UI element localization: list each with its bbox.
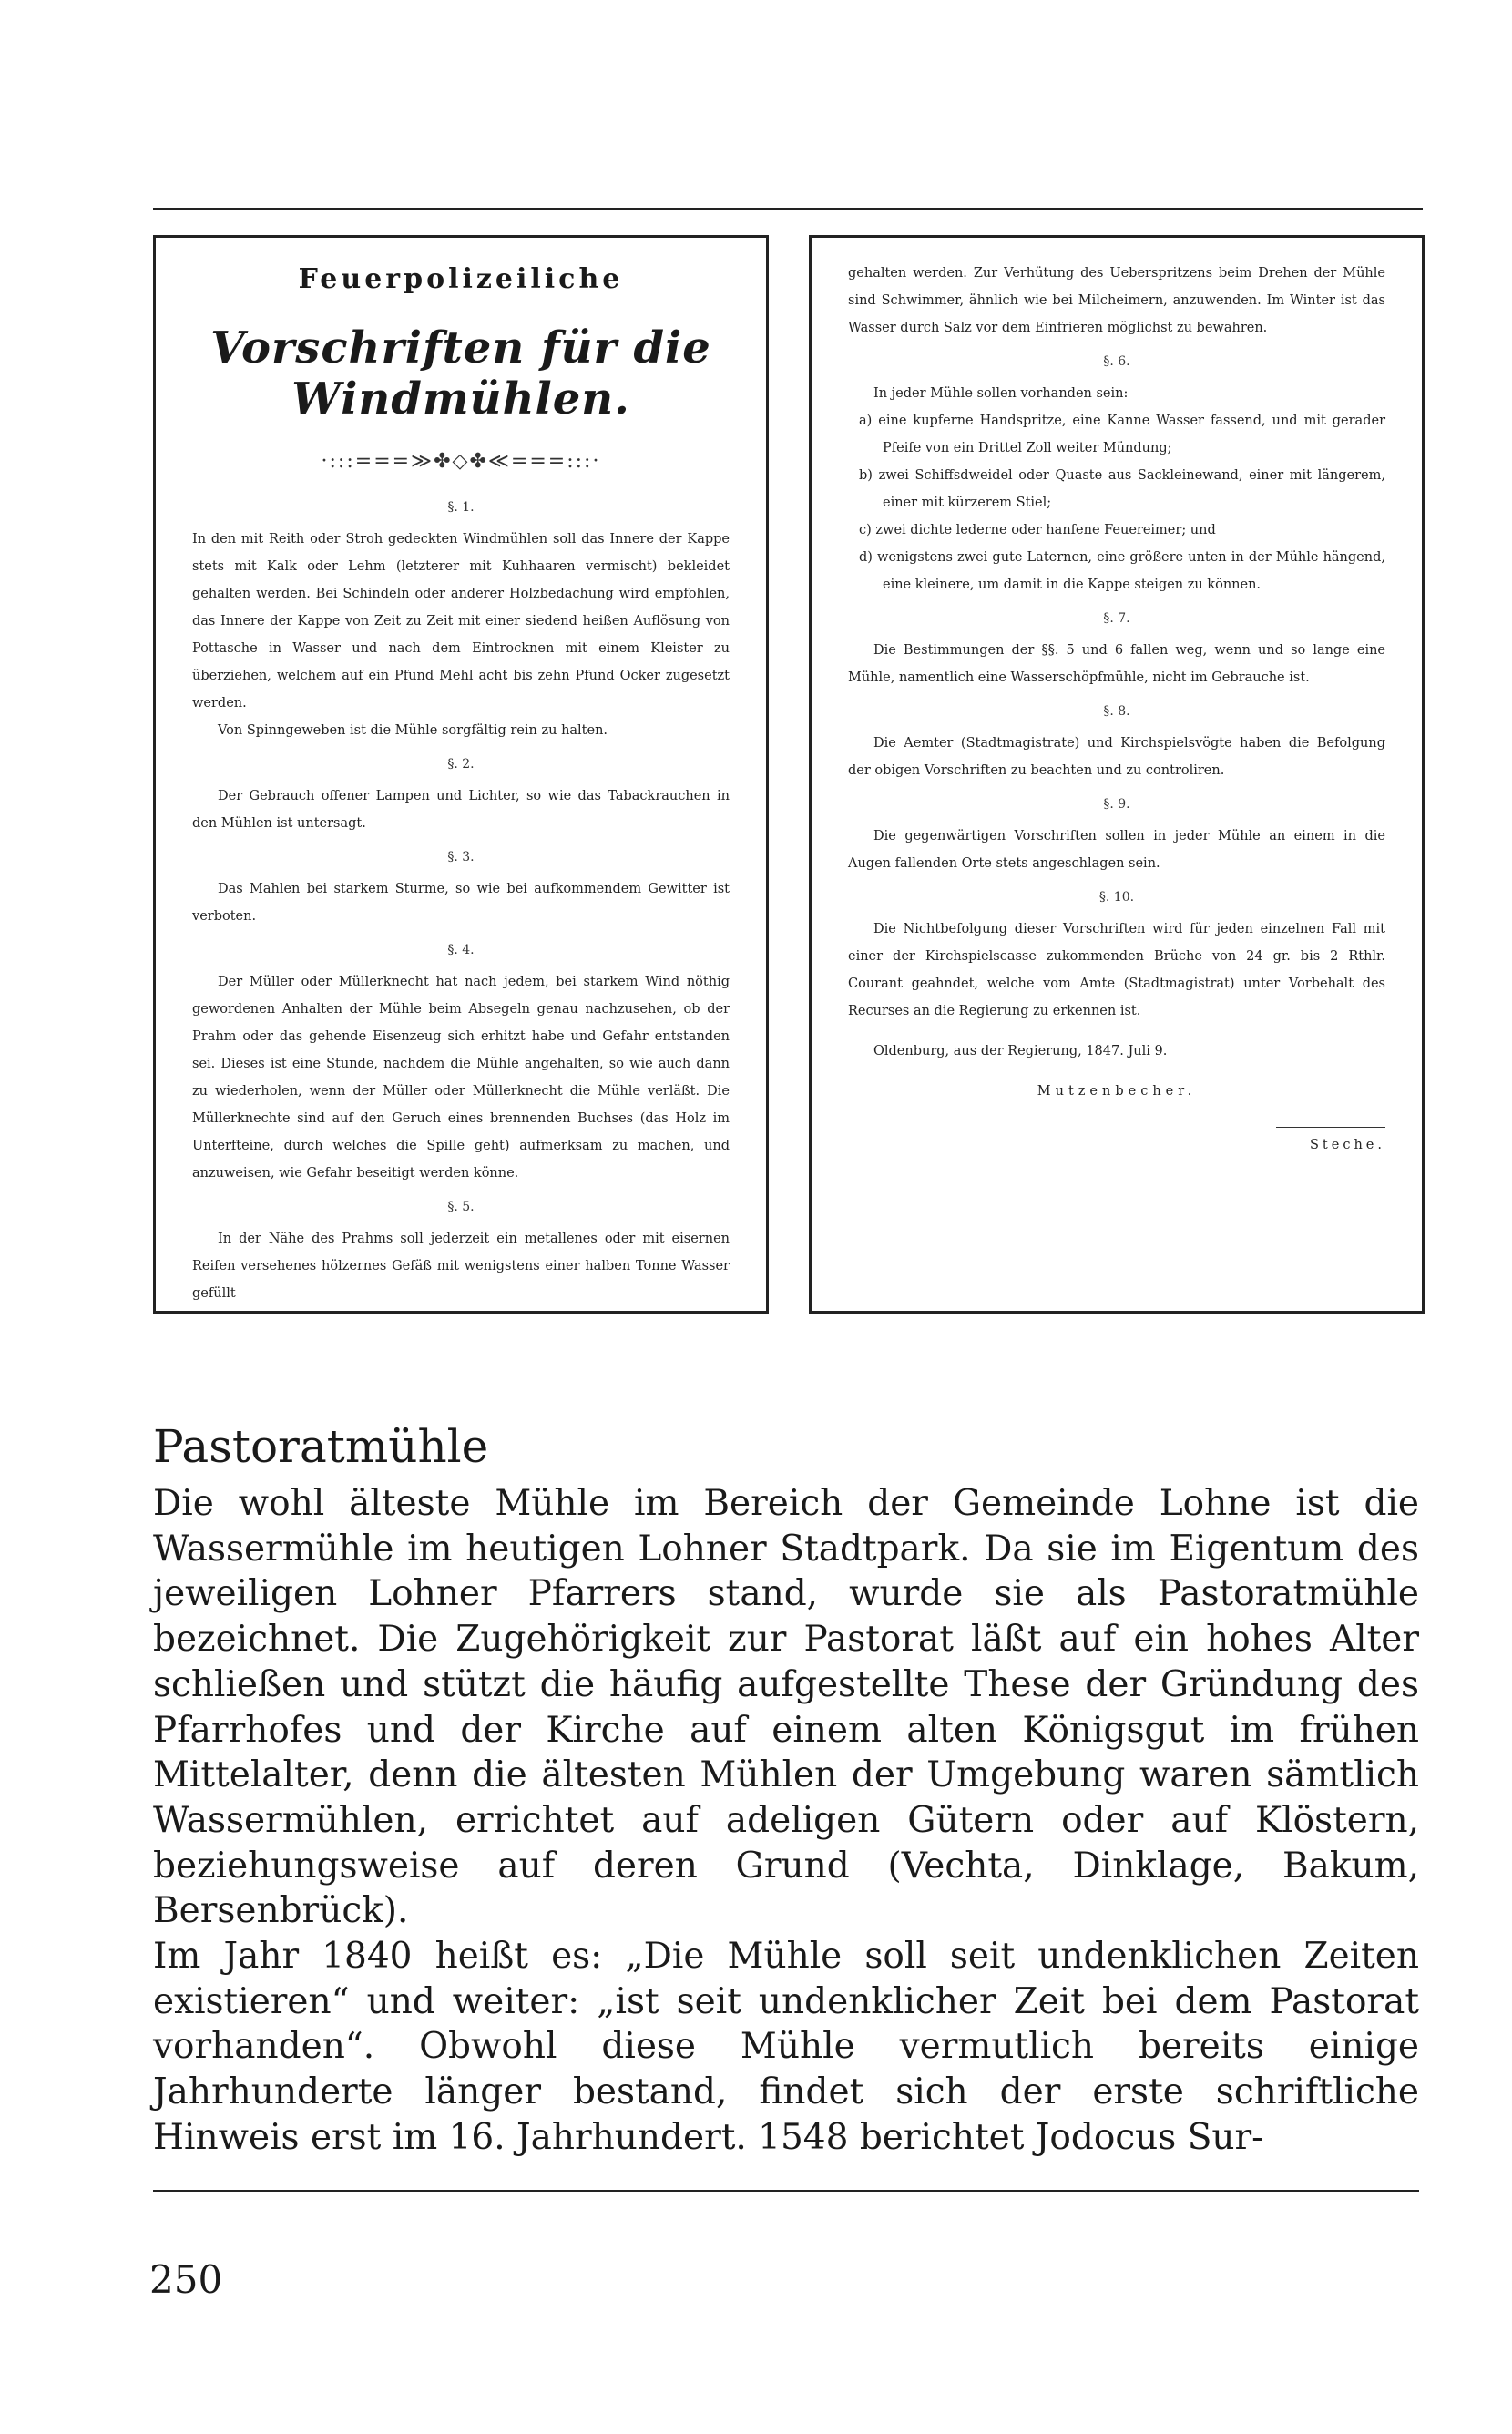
section-text: Die Nichtbefolgung dieser Vorschriften wird für jeden einzelnen Fall mit einer der Kirchspielscasse zukommenden Brüche von 24 gr. bis 2 Rthlr. Courant geahndet, welche vom Amte (Stadtmagistrat) unter Vorbehalt des Recurses an die Regierung zu erkennen ist. [848, 922, 1385, 1018]
article-paragraph-2: Im Jahr 1840 heißt es: „Die Mühle soll seit undenklichen Zeiten existieren“ und weiter: „ist seit undenklicher Zeit bei dem Pastorat vorhanden“. Obwohl diese Mühle vermutlich bereits einige Jahrhunderte länger bestand, findet sich der erste schriftliche Hinweis erst im 16. Jahrhundert. 1548 berichtet Jodocus Sur- [153, 1936, 1419, 2158]
left-document-panel [153, 235, 769, 1314]
section-label: §. 4. [447, 943, 475, 957]
section-label: §. 6. [1103, 354, 1130, 369]
list-item: a) eine kupferne Handspritze, eine Kanne Wasser fassend, und mit gerader Pfeife von ein Drittel Zoll weiter Mündung; [859, 414, 1385, 455]
section-heading: Pastoratmühle [153, 1420, 489, 1473]
section-text: Der Müller oder Müllerknecht hat nach jedem, bei starkem Wind nöthig gewordenen Anhalten der Mühle beim Absegeln genau nachzusehen, ob der Prahm oder das gehende Eisenzeug sich erhitzt habe und Gefahr entstanden sei. Dieses ist eine Stunde, nachdem die Mühle angehalten, so wie auch dann zu wiederholen, wenn der Müller oder Müllerknecht die Mühle verläßt. Die Müllerknechte sind auf den Geruch eines brennenden Buchses (das Holz im Unterfteine, durch welches die Spille geht) aufmerksam zu machen, und anzuweisen, wie Gefahr beseitigt werden könne. [192, 975, 730, 1181]
section-label: §. 5. [447, 1200, 475, 1214]
page-number: 250 [149, 2257, 223, 2302]
section-text: Von Spinngeweben ist die Mühle sorgfältig rein zu halten. [218, 723, 608, 738]
article-body [153, 1481, 1419, 2161]
signature-rule [1276, 1127, 1385, 1128]
section-text: gehalten werden. Zur Verhütung des Ueberspritzens beim Drehen der Mühle sind Schwimmer, ähnlich wie bei Milcheimern, anzuwenden. Im Winter ist das Wasser durch Salz vor dem Einfrieren möglichst zu bewahren. [848, 266, 1385, 335]
section-label: §. 7. [1103, 611, 1130, 626]
section-text: In der Nähe des Prahms soll jederzeit ein metallenes oder mit eisernen Reifen versehenes hölzernes Gefäß mit wenigstens einer halben Tonne Wasser gefüllt [192, 1232, 730, 1301]
document-title-line2: Vorschriften für die Windmühlen. [210, 322, 711, 424]
section-label: §. 2. [447, 757, 475, 772]
section-text: Die Aemter (Stadtmagistrate) und Kirchspielsvögte haben die Befolgung der obigen Vorschriften zu beachten und zu controliren. [848, 736, 1385, 778]
section-text: Der Gebrauch offener Lampen und Lichter, so wie das Tabackrauchen in den Mühlen ist untersagt. [192, 789, 730, 831]
top-rule [153, 208, 1423, 210]
section-label: §. 8. [1103, 704, 1130, 719]
right-document-body [848, 260, 1385, 1159]
signature-steche: Steche. [1310, 1138, 1385, 1152]
article-paragraph-1: Die wohl älteste Mühle im Bereich der Gemeinde Lohne ist die Wassermühle im heutigen Lohner Stadtpark. Da sie im Eigentum des jeweiligen Lohner Pfarrers stand, wurde sie als Pastoratmühle bezeichnet. Die Zugehörigkeit zur Pastorat läßt auf ein hohes Alter schließen und stützt die häufig aufgestellte These der Gründung des Pfarrhofes und der Kirche auf einem alten Königsgut im frühen Mittelalter, denn die ältesten Mühlen der Umgebung waren sämtlich Wassermühlen, errichtet auf adeligen Gütern oder auf Klöstern, beziehungsweise auf deren Grund (Vechta, Dinklage, Bakum, Bersenbrück). [153, 1483, 1419, 1932]
place-date: Oldenburg, aus der Regierung, 1847. Juli 9. [873, 1044, 1168, 1058]
signature-mutzenbecher: Mutzenbecher. [1037, 1084, 1197, 1099]
section-text: In jeder Mühle sollen vorhanden sein: [873, 386, 1129, 401]
list-item: c) zwei dichte lederne oder hanfene Feuereimer; und [859, 523, 1216, 537]
ornament-divider: ·:::===≫✤◇✤≪===:::· [321, 450, 601, 473]
section-label: §. 10. [1098, 890, 1135, 905]
section-text: Die Bestimmungen der §§. 5 und 6 fallen weg, wenn und so lange eine Mühle, namentlich eine Wasserschöpfmühle, nicht im Gebrauche ist. [848, 643, 1385, 685]
right-document-panel [809, 235, 1425, 1314]
list-item: b) zwei Schiffsdweidel oder Quaste aus Sackleinewand, einer mit längerem, einer mit kürzerem Stiel; [859, 468, 1385, 510]
bottom-rule [153, 2190, 1419, 2192]
section-text: In den mit Reith oder Stroh gedeckten Windmühlen soll das Innere der Kappe stets mit Kalk oder Lehm (letzterer mit Kuhhaaren vermischt) bekleidet gehalten werden. Bei Schindeln oder anderer Holzbedachung wird empfohlen, das Innere der Kappe von Zeit zu Zeit mit einer siedend heißen Auflösung von Pottasche in Wasser und nach dem Eintrocknen mit einem Kleister zu überziehen, welchem auf ein Pfund Mehl acht bis zehn Pfund Ocker zugesetzt werden. [192, 532, 730, 711]
list-item: d) wenigstens zwei gute Laternen, eine größere unten in der Mühle hängend, eine kleinere, um damit in die Kappe steigen zu können. [859, 550, 1385, 592]
section-label: §. 1. [447, 500, 475, 515]
left-document-body [192, 496, 730, 1307]
section-label: §. 9. [1103, 797, 1130, 812]
section-text: Das Mahlen bei starkem Sturme, so wie bei aufkommendem Gewitter ist verboten. [192, 882, 730, 924]
section-label: §. 3. [447, 850, 475, 864]
document-title-line1: Feuerpolizeiliche [298, 263, 624, 295]
section-text: Die gegenwärtigen Vorschriften sollen in jeder Mühle an einem in die Augen fallenden Orte stets angeschlagen sein. [848, 829, 1385, 871]
